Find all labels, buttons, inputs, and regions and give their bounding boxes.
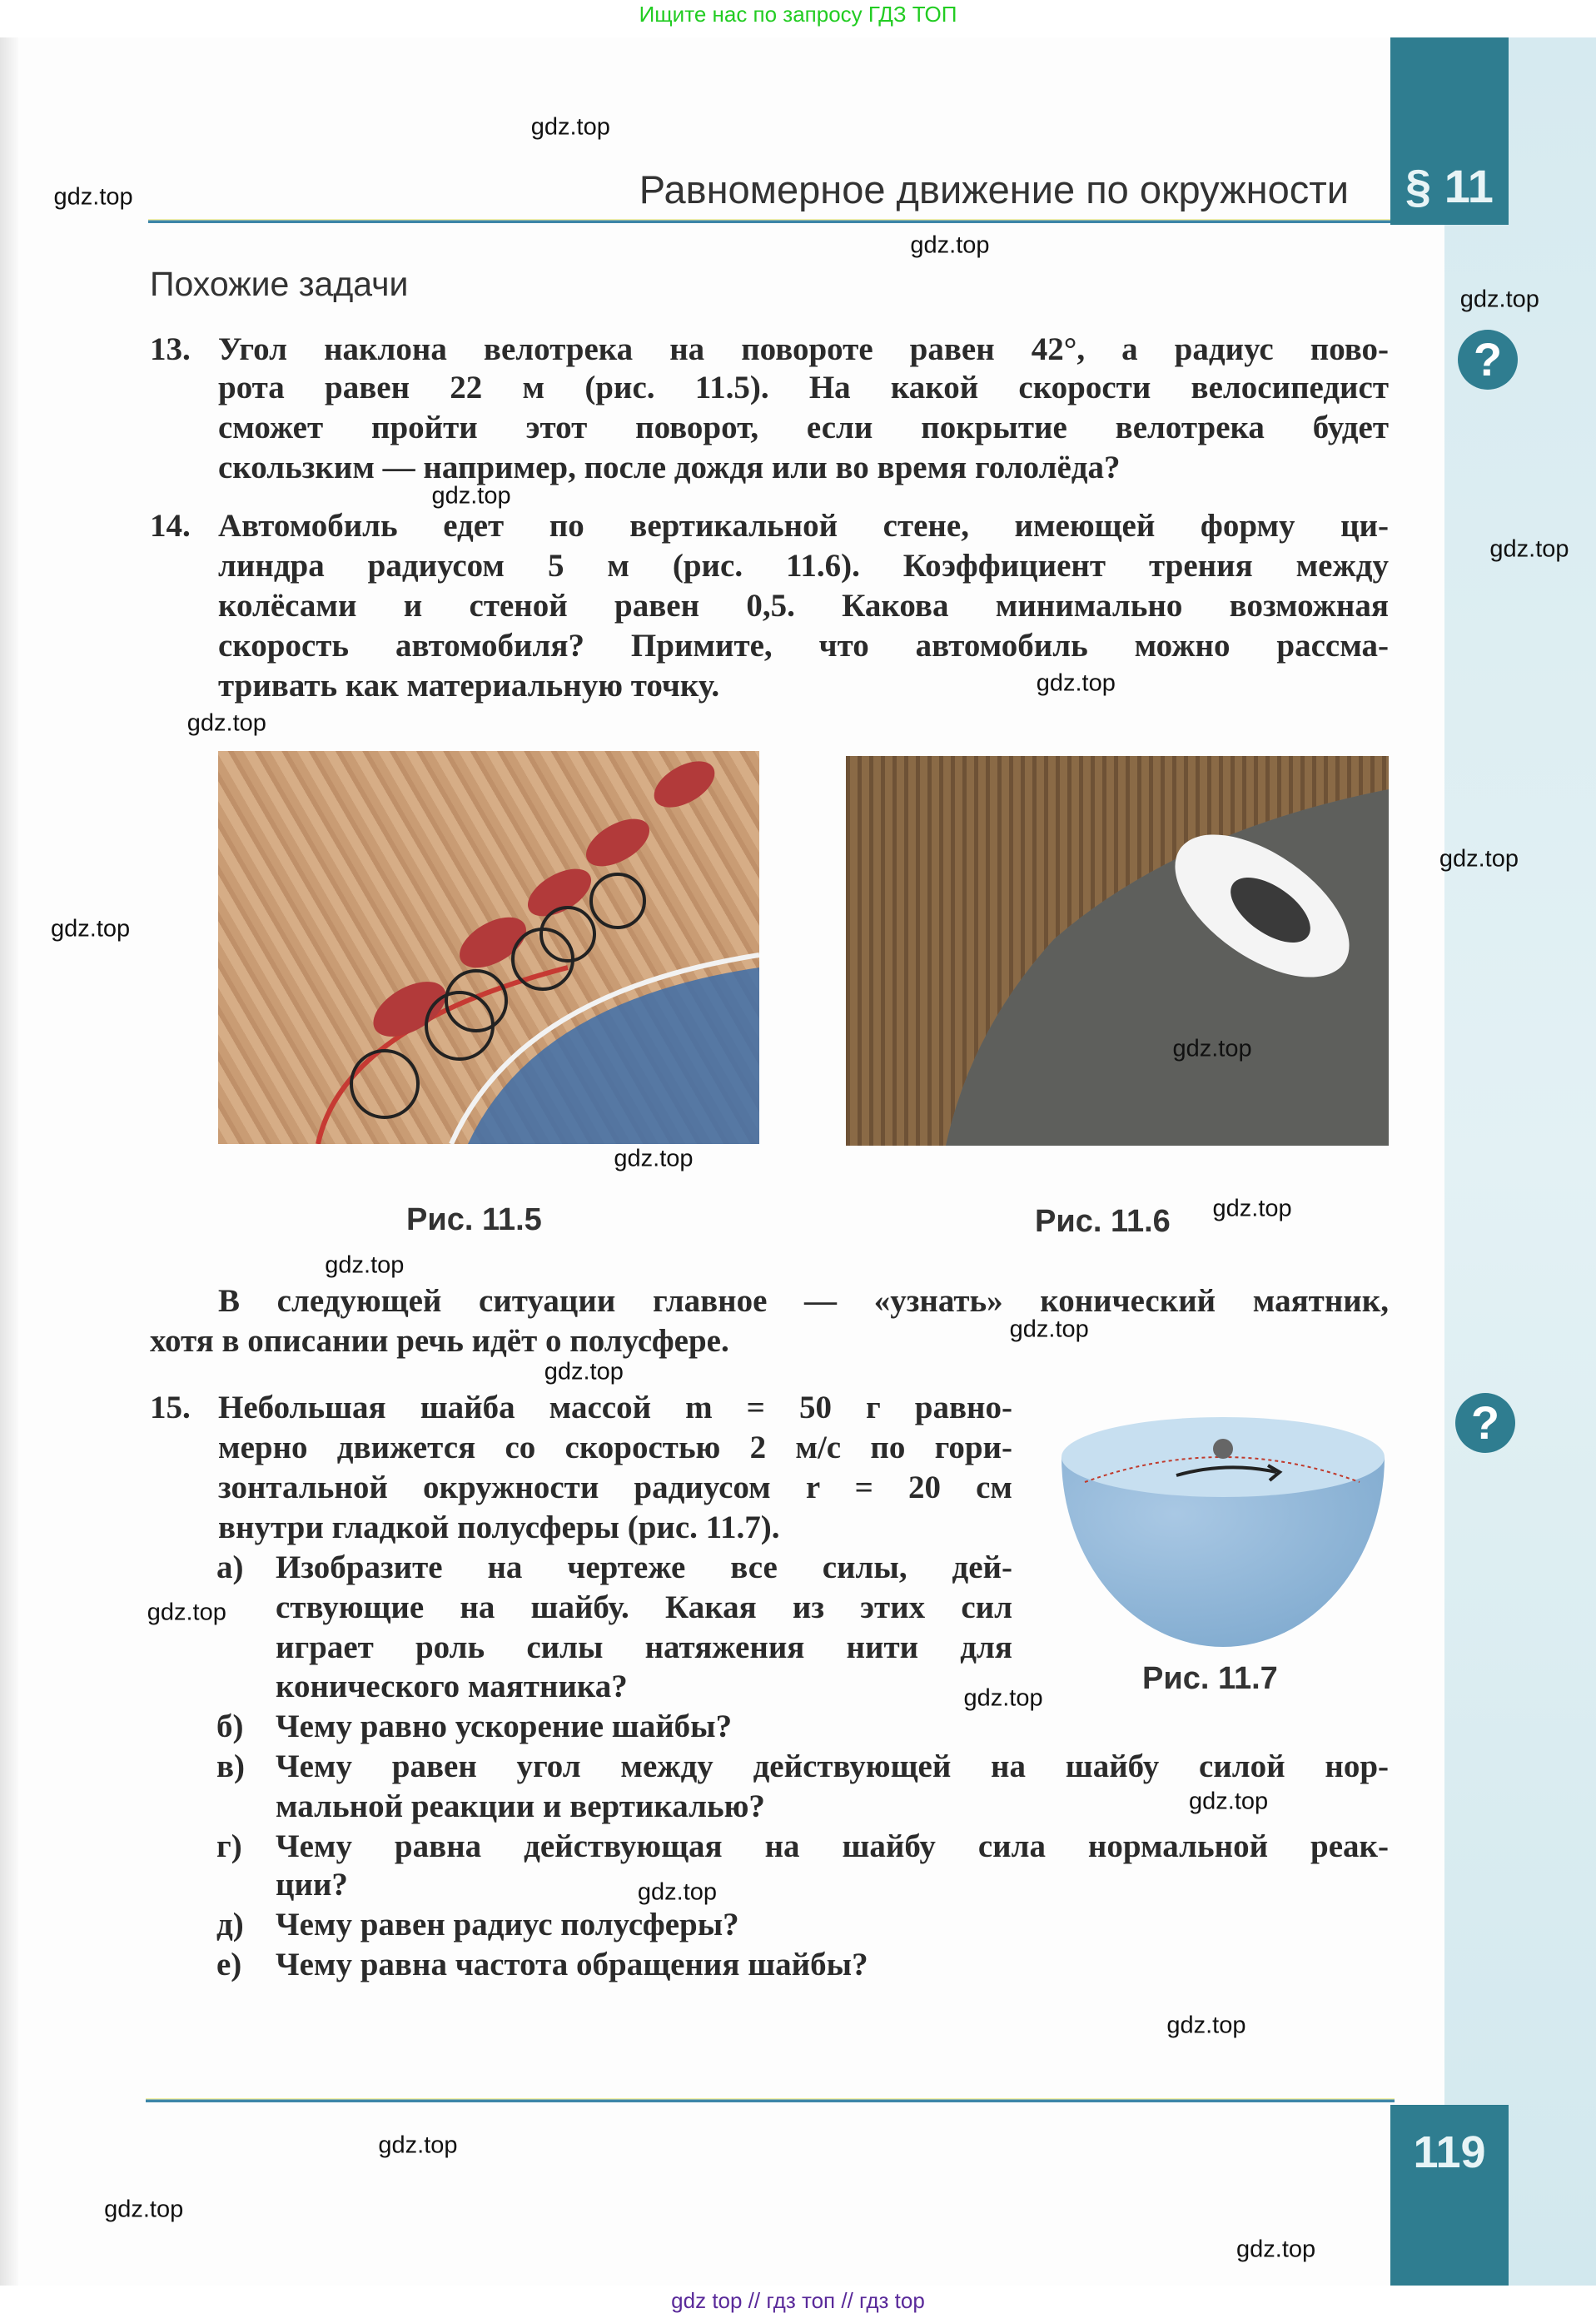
problem-number: 13. (150, 331, 191, 368)
watermark: gdz.top (637, 1878, 718, 1906)
figure-cyclists-image (218, 751, 759, 1144)
footer-divider (146, 2098, 1395, 2102)
search-banner[interactable]: Ищите нас по запросу ГДЗ ТОП (639, 2, 957, 27)
problem-15-line: Небольшая шайба массой m = 50 г равно- (218, 1390, 1012, 1425)
problem-number: 15. (150, 1390, 191, 1425)
problem-13-line: сможет пройти этот поворот, если покрытие велотрека будет (218, 410, 1389, 446)
subquestion-line: Чему равно ускорение шайбы? (276, 1708, 733, 1744)
watermark: gdz.top (1189, 1788, 1269, 1815)
subquestion-line: мальной реакции и вертикалью? (276, 1788, 765, 1824)
page-edge (0, 37, 18, 2286)
problem-13-line: рота равен 22 м (рис. 11.5). На какой скорости велосипедист (218, 370, 1389, 406)
problem-14-line: колёсами и стеной равен 0,5. Какова минимально возможная (218, 588, 1389, 624)
page-number: 119 (1413, 2127, 1486, 2177)
question-icon: ? (1458, 330, 1518, 390)
watermark: gdz.top (325, 1251, 405, 1279)
watermark: gdz.top (1236, 2236, 1316, 2263)
watermark: gdz.top (51, 915, 131, 943)
problem-number: 14. (150, 507, 191, 544)
watermark: gdz.top (1036, 669, 1116, 697)
subquestion-line: Чему равна частота обращения шайбы? (276, 1947, 868, 1983)
watermark: gdz.top (530, 113, 610, 141)
watermark: gdz.top (1489, 535, 1569, 563)
watermark: gdz.top (910, 231, 990, 259)
section-heading: Похожие задачи (150, 265, 409, 303)
watermark: gdz.top (1439, 845, 1519, 873)
problem-14-line: тривать как материальную точку. (218, 668, 720, 704)
subquestion-label: б) (216, 1708, 244, 1744)
figure-caption: Рис. 11.6 (1035, 1204, 1171, 1239)
subquestion-line: конического маятника? (276, 1668, 628, 1704)
figure-car-wall-image (846, 756, 1389, 1146)
watermark: gdz.top (1172, 1035, 1252, 1062)
problem-15-line: зонтальной окружности радиусом r = 20 см (218, 1470, 1012, 1506)
cyclists-illustration (218, 751, 759, 1144)
subquestion-line: ции? (276, 1867, 348, 1903)
watermark: gdz.top (1212, 1195, 1292, 1222)
watermark: gdz.top (1166, 2012, 1246, 2039)
problem-15-line: внутри гладкой полусферы (рис. 11.7). (218, 1510, 780, 1546)
problem-14-line: Автомобиль едет по вертикальной стене, имеющей форму ци- (218, 507, 1389, 544)
watermark: gdz.top (186, 709, 266, 737)
watermark: gdz.top (431, 482, 511, 510)
question-icon: ? (1455, 1393, 1515, 1453)
subquestion-line: ствующие на шайбу. Какая из этих сил (276, 1589, 1012, 1626)
watermark: gdz.top (104, 2196, 184, 2223)
subquestion-label: е) (216, 1947, 242, 1983)
watermark: gdz.top (1009, 1316, 1089, 1343)
paragraph-line: хотя в описании речь идёт о полусфере. (150, 1322, 729, 1359)
watermark: gdz.top (614, 1145, 694, 1172)
section-number: § 11 (1405, 160, 1494, 212)
watermark: gdz.top (963, 1684, 1043, 1712)
subquestion-line: Чему равен угол между действующей на шайбу силой нор- (276, 1748, 1389, 1784)
figure-caption: Рис. 11.5 (406, 1202, 542, 1237)
watermark: gdz.top (1459, 286, 1539, 313)
subquestion-label: г) (216, 1828, 242, 1864)
watermark: gdz.top (53, 183, 133, 211)
subquestion-line: Чему равна действующая на шайбу сила нормальной реак- (276, 1828, 1389, 1864)
page-number-tab (1390, 2105, 1509, 2286)
subquestion-label: а) (216, 1549, 244, 1586)
header-divider (148, 219, 1390, 223)
watermark: gdz.top (147, 1599, 226, 1626)
problem-14-line: скорость автомобиля? Примите, что автомобиль можно рассма- (218, 628, 1389, 664)
problem-13-line: скользким — например, после дождя или во время гололёда? (218, 450, 1121, 486)
subquestion-line: играет роль силы натяжения нити для (276, 1629, 1012, 1666)
figure-caption: Рис. 11.7 (1142, 1661, 1278, 1696)
subquestion-label: в) (216, 1748, 246, 1784)
watermark: gdz.top (544, 1358, 624, 1385)
figure-hemisphere-image (1060, 1415, 1386, 1647)
subquestion-line: Изобразите на чертеже все силы, дей- (276, 1549, 1012, 1586)
problem-14-line: линдра радиусом 5 м (рис. 11.6). Коэффициент трения между (218, 547, 1389, 584)
problem-15-line: мерно движется со скоростью 2 м/с по гори- (218, 1430, 1012, 1466)
watermark: gdz.top (378, 2131, 458, 2159)
footer-links[interactable]: gdz top // гдз топ // гдз top (671, 2288, 925, 2313)
subquestion-line: Чему равен радиус полусферы? (276, 1907, 739, 1943)
paragraph-line: В следующей ситуации главное — «узнать» конический маятник, (218, 1282, 1389, 1319)
subquestion-label: д) (216, 1907, 244, 1943)
wall-of-death-illustration (846, 756, 1389, 1146)
hemisphere-illustration (1060, 1415, 1386, 1647)
section-tab (1390, 37, 1509, 225)
chapter-title: Равномерное движение по окружности (639, 167, 1349, 211)
problem-13-line: Угол наклона велотрека на повороте равен 42°, а радиус пово- (218, 331, 1389, 368)
